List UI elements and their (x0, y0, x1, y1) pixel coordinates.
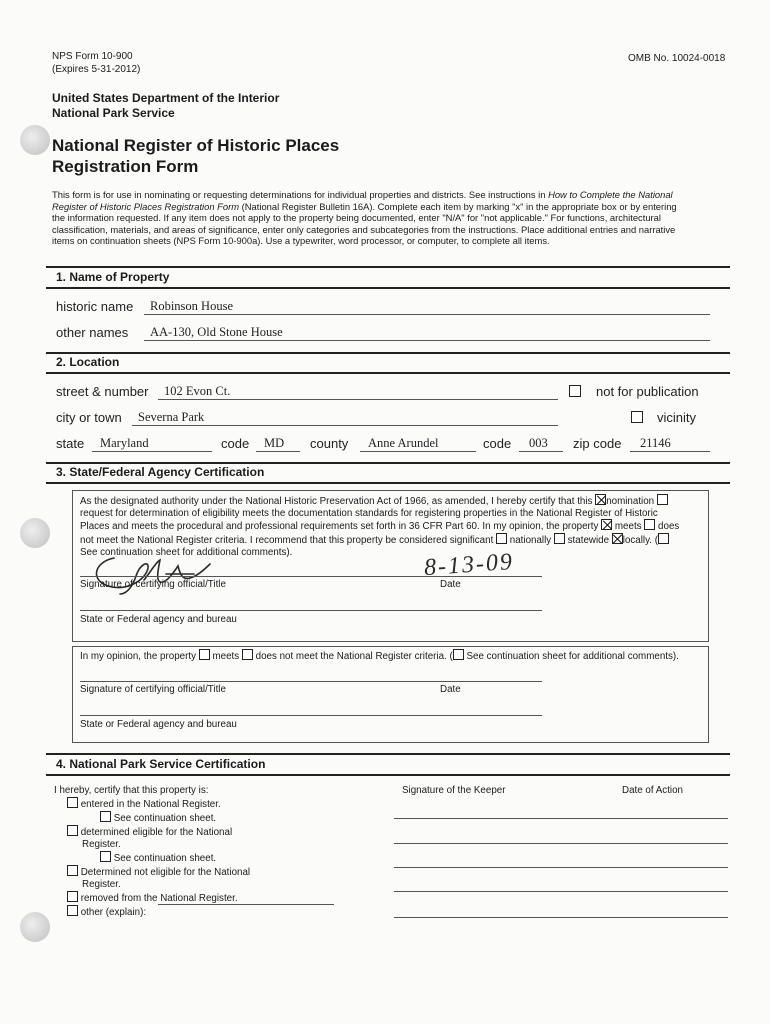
section-divider (46, 372, 730, 374)
nps-certification-options: I hereby, certify that this property is: entered in the National Register. See continuation sheet. determined eligible for the National Register. See continuation sheet. Determined not eligible for the National Register. removed from the National Register. other (explain): (54, 785, 251, 918)
county-label: county (310, 436, 349, 451)
does-not-meet-checkbox[interactable] (644, 519, 655, 530)
keeper-signature-label: Signature of the Keeper (402, 785, 506, 796)
other-names-value[interactable]: AA-130, Old Stone House (150, 325, 283, 339)
section-divider (46, 266, 730, 268)
section-divider (46, 753, 730, 755)
service-name: National Park Service (52, 106, 175, 120)
continuation-checkbox[interactable] (658, 533, 669, 544)
historic-name-value[interactable]: Robinson House (150, 299, 233, 313)
section-2-title: 2. Location (56, 355, 120, 369)
keeper-line[interactable] (394, 843, 728, 844)
other-names-line (144, 340, 710, 341)
county-value[interactable]: Anne Arundel (368, 436, 439, 450)
section-divider (46, 352, 730, 354)
keeper-line[interactable] (394, 818, 728, 819)
city-label: city or town (56, 410, 122, 425)
agency2-label: State or Federal agency and bureau (80, 719, 237, 730)
county-code-line (519, 451, 563, 452)
zip-line (630, 451, 710, 452)
not-for-publication-label: not for publication (596, 384, 699, 399)
county-code-label: code (483, 436, 512, 451)
handwritten-signature (86, 550, 236, 600)
signature2-line (80, 681, 542, 682)
city-value[interactable]: Severna Park (138, 410, 205, 424)
agency-line (80, 610, 542, 611)
omb-number: OMB No. 10024-0018 (628, 53, 726, 64)
request-checkbox[interactable] (657, 494, 668, 505)
opinion-continuation-checkbox[interactable] (453, 649, 464, 660)
instructions-paragraph: This form is for use in nominating or requesting determinations for individual properties and districts. See instructions in How to Complete the National Register of Historic Places Registration Form (National Register Bulletin 16A). Complete each item by marking "x" in the appropriate box or by entering the information requested. If any item does not apply to the property being documented, enter "N/A" for "not applicable." For functions, architectural classification, materials, and areas of significance, enter only categories and subcategories from the instructions. Place additional entries and narrative items on continuation sheets (NPS Form 10-900a). Use a typewriter, word processor, or computer, to complete all items. (52, 189, 677, 247)
see-continuation2-checkbox[interactable] (100, 851, 111, 862)
department-name: United States Department of the Interior (52, 91, 280, 105)
punch-hole (20, 125, 50, 155)
section-1-title: 1. Name of Property (56, 270, 170, 284)
state-code-label: code (221, 436, 250, 451)
section-divider (46, 482, 730, 484)
keeper-line[interactable] (394, 867, 728, 868)
signature-label: Signature of certifying official/Title (80, 579, 226, 590)
signature-line (80, 576, 542, 577)
opinion-statement: In my opinion, the property meets does not meet the National Register criteria. ( See continuation sheet for additional comments). (80, 651, 679, 662)
locally-checkbox[interactable] (612, 533, 623, 544)
county-code-value[interactable]: 003 (529, 436, 548, 450)
keeper-line[interactable] (394, 891, 728, 892)
not-eligible-checkbox[interactable] (67, 865, 78, 876)
punch-hole (20, 912, 50, 942)
historic-name-line (144, 314, 710, 315)
state-code-line (256, 451, 300, 452)
handwritten-date: 8-13-09 (423, 548, 515, 582)
not-for-publication-checkbox[interactable] (569, 385, 581, 397)
other-explain-line[interactable] (158, 904, 334, 905)
other-checkbox[interactable] (67, 905, 78, 916)
determined-eligible-checkbox[interactable] (67, 825, 78, 836)
form-number: NPS Form 10-900 (52, 51, 133, 62)
signature2-label: Signature of certifying official/Title (80, 684, 226, 695)
state-line (92, 451, 212, 452)
state-code-value[interactable]: MD (264, 436, 285, 450)
form-expiration: (Expires 5-31-2012) (52, 64, 141, 75)
city-line (132, 425, 558, 426)
section-3-title: 3. State/Federal Agency Certification (56, 465, 265, 479)
nomination-checkbox[interactable] (595, 494, 606, 505)
meets-checkbox[interactable] (601, 519, 612, 530)
historic-name-label: historic name (56, 299, 134, 314)
opinion-meets-checkbox[interactable] (199, 649, 210, 660)
statewide-checkbox[interactable] (554, 533, 565, 544)
see-continuation1-checkbox[interactable] (100, 811, 111, 822)
section-divider (46, 774, 730, 776)
form-title-line1: National Register of Historic Places (52, 136, 340, 155)
form-title-line2: Registration Form (52, 157, 199, 176)
certification-statement: As the designated authority under the National Historic Preservation Act of 1966, as amended, I hereby certify that this nomination request for determination of eligibility meets the documentation standards for registering properties in the National Register of Historic Places and meets the procedural and professional requirements set forth in 36 CFR Part 60. In my opinion, the property meets does not meet the National Register criteria. I recommend that this property be considered significant nationally statewide locally. ( See continuation sheet for additional comments). (80, 496, 680, 558)
section-4-title: 4. National Park Service Certification (56, 757, 266, 771)
removed-checkbox[interactable] (67, 891, 78, 902)
section-divider (46, 287, 730, 289)
date-label: Date (440, 579, 461, 590)
entered-checkbox[interactable] (67, 797, 78, 808)
county-line (360, 451, 476, 452)
keeper-line[interactable] (394, 917, 728, 918)
street-value[interactable]: 102 Evon Ct. (164, 384, 231, 398)
state-label: state (56, 436, 85, 451)
street-line (158, 399, 558, 400)
zip-label: zip code (573, 436, 622, 451)
date2-label: Date (440, 684, 461, 695)
date-of-action-label: Date of Action (622, 785, 683, 796)
section-divider (46, 462, 730, 464)
agency-label: State or Federal agency and bureau (80, 614, 237, 625)
vicinity-checkbox[interactable] (631, 411, 643, 423)
nationally-checkbox[interactable] (496, 533, 507, 544)
opinion-does-not-meet-checkbox[interactable] (242, 649, 253, 660)
zip-value[interactable]: 21146 (640, 436, 671, 450)
vicinity-label: vicinity (657, 410, 697, 425)
state-value[interactable]: Maryland (100, 436, 149, 450)
punch-hole (20, 518, 50, 548)
agency2-line (80, 715, 542, 716)
street-label: street & number (56, 384, 149, 399)
other-names-label: other names (56, 325, 129, 340)
